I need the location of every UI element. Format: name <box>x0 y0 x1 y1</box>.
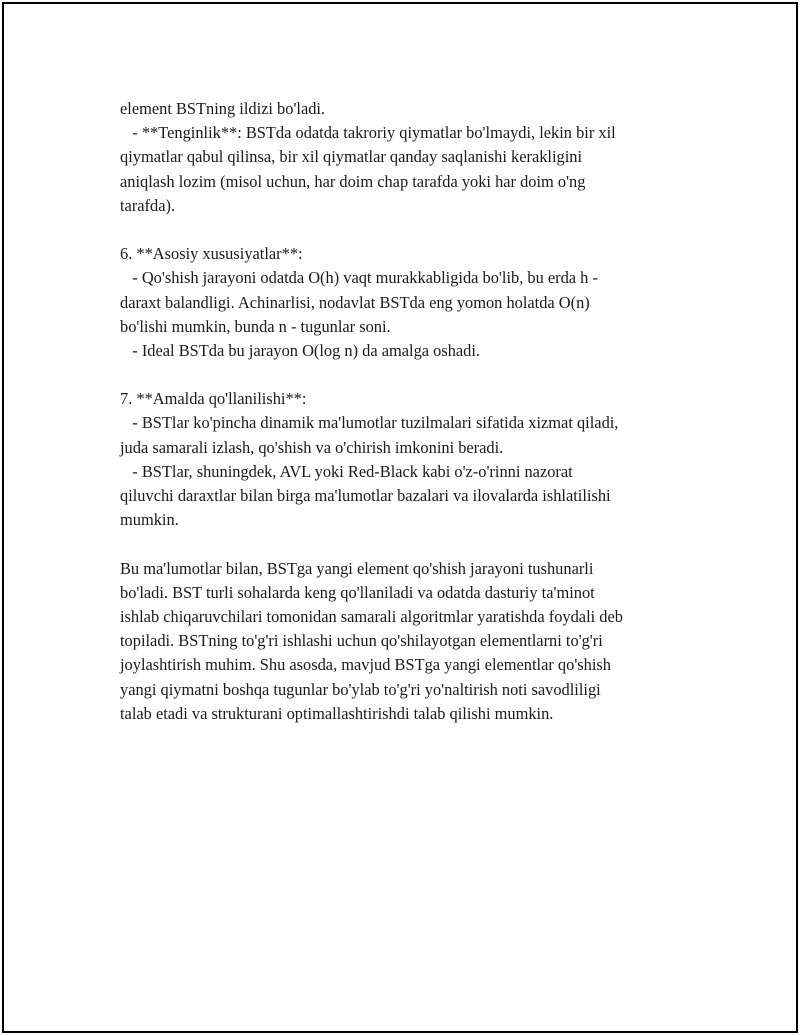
text-line: talab etadi va strukturani optimallashtirishdi talab qilishi mumkin. <box>120 703 554 723</box>
text-line: qiluvchi daraxtlar bilan birga ma'lumotlar bazalari va ilovalarda ishlatilishi <box>120 486 611 505</box>
text-line: - Ideal BSTda bu jarayon O(log n) da amalga oshadi. <box>120 340 481 360</box>
text-line: bo'lishi mumkin, bunda n - tugunlar soni. <box>120 316 391 336</box>
text-line: topiladi. BSTning to'g'ri ishlashi uchun qo'shilayotgan elementlarni to'g'ri <box>120 631 603 651</box>
text-line: joylashtirish muhim. Shu asosda, mavjud BSTga yangi elementlar qo'shish <box>120 655 611 675</box>
text-line: - Qo'shish jarayoni odatda O(h) vaqt murakkabligida bo'lib, bu erda h - <box>120 268 598 288</box>
text-line: tarafda). <box>120 195 176 215</box>
text-line: qiymatlar qabul qilinsa, bir xil qiymatlar qanday saqlanishi kerakligini <box>120 147 583 167</box>
blank-line <box>120 218 700 242</box>
document-body <box>120 97 700 726</box>
section-heading: 6. **Asosiy xususiyatlar**: <box>120 244 303 264</box>
blank-line <box>120 532 700 556</box>
text-line: ishlab chiqaruvchilari tomonidan samarali algoritmlar yaratishda foydali deb <box>120 606 623 626</box>
text-line: Bu ma'lumotlar bilan, BSTga yangi element qo'shish jarayoni tushunarli <box>120 558 594 578</box>
text-line: daraxt balandligi. Achinarlisi, nodavlat BSTda eng yomon holatda O(n) <box>120 292 590 312</box>
page-border <box>2 2 798 1033</box>
text-line: juda samarali izlash, qo'shish va o'chirish imkonini beradi. <box>120 437 504 457</box>
blank-line <box>120 363 700 387</box>
text-line: aniqlash lozim (misol uchun, har doim chap tarafda yoki har doim o'ng <box>120 171 586 191</box>
text-line: - BSTlar ko'pincha dinamik ma'lumotlar tuzilmalari sifatida xizmat qiladi, <box>120 413 619 433</box>
text-line: - **Tenginlik**: BSTda odatda takroriy qiymatlar bo'lmaydi, lekin bir xil <box>120 123 616 143</box>
text-line: - BSTlar, shuningdek, AVL yoki Red-Black kabi o'z-o'rinni nazorat <box>120 461 573 481</box>
text-line: bo'ladi. BST turli sohalarda keng qo'llaniladi va odatda dasturiy ta'minot <box>120 582 595 602</box>
text-line: mumkin. <box>120 510 179 530</box>
text-line: element BSTning ildizi bo'ladi. <box>120 99 326 118</box>
text-line: yangi qiymatni boshqa tugunlar bo'ylab to'g'ri yo'naltirish noti savodliligi <box>120 679 601 699</box>
section-heading: 7. **Amalda qo'llanilishi**: <box>120 389 307 409</box>
